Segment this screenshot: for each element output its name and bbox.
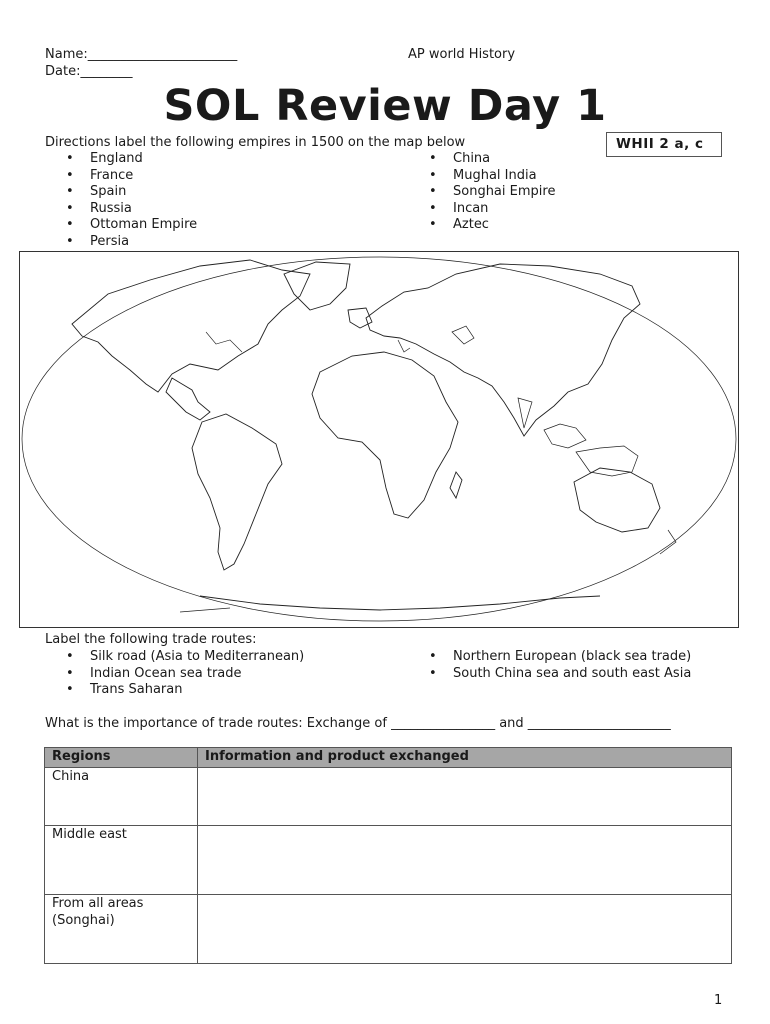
list-item: • Spain: [45, 184, 197, 201]
empire-list-left: [45, 151, 197, 250]
info-cell[interactable]: [198, 826, 732, 895]
list-item: • Songhai Empire: [408, 184, 555, 201]
list-item: • Northern European (black sea trade): [408, 649, 691, 666]
region-cell: China: [45, 768, 198, 826]
list-item: • Trans Saharan: [45, 682, 304, 699]
list-item: • Russia: [45, 201, 197, 218]
regions-table: [44, 747, 732, 964]
route-list-left: [45, 649, 304, 699]
list-item: • Ottoman Empire: [45, 217, 197, 234]
page-number: 1: [714, 993, 723, 1008]
table-header-row: [45, 748, 732, 768]
region-cell: Middle east: [45, 826, 198, 895]
page-title: SOL Review Day 1: [163, 81, 607, 131]
list-item: • Mughal India: [408, 168, 555, 185]
standard-badge: WHII 2 a, c: [606, 132, 722, 157]
list-item: • China: [408, 151, 555, 168]
importance-question[interactable]: What is the importance of trade routes: Exchange of ________________ and ______________________: [45, 716, 671, 731]
list-item: • England: [45, 151, 197, 168]
course-label: AP world History: [408, 47, 516, 62]
routes-heading: Label the following trade routes:: [45, 632, 257, 647]
world-map: [19, 251, 739, 628]
table-row: [45, 826, 732, 895]
list-item: • France: [45, 168, 197, 185]
empire-list-right: [408, 151, 555, 234]
list-item: • Incan: [408, 201, 555, 218]
info-cell[interactable]: [198, 895, 732, 964]
table-row: [45, 768, 732, 826]
date-field-line[interactable]: Date:________: [45, 64, 133, 79]
column-header: Regions: [45, 748, 198, 768]
region-cell: From all areas (Songhai): [45, 895, 198, 964]
list-item: • South China sea and south east Asia: [408, 666, 691, 683]
list-item: • Silk road (Asia to Mediterranean): [45, 649, 304, 666]
world-map-outline: [20, 252, 738, 627]
list-item: • Persia: [45, 234, 197, 251]
route-list-right: [408, 649, 691, 682]
list-item: • Aztec: [408, 217, 555, 234]
table-row: [45, 895, 732, 964]
info-cell[interactable]: [198, 768, 732, 826]
list-item: • Indian Ocean sea trade: [45, 666, 304, 683]
name-field-line[interactable]: Name:_______________________: [45, 47, 238, 62]
column-header: Information and product exchanged: [198, 748, 732, 768]
map-directions: Directions label the following empires in 1500 on the map below: [45, 135, 466, 150]
